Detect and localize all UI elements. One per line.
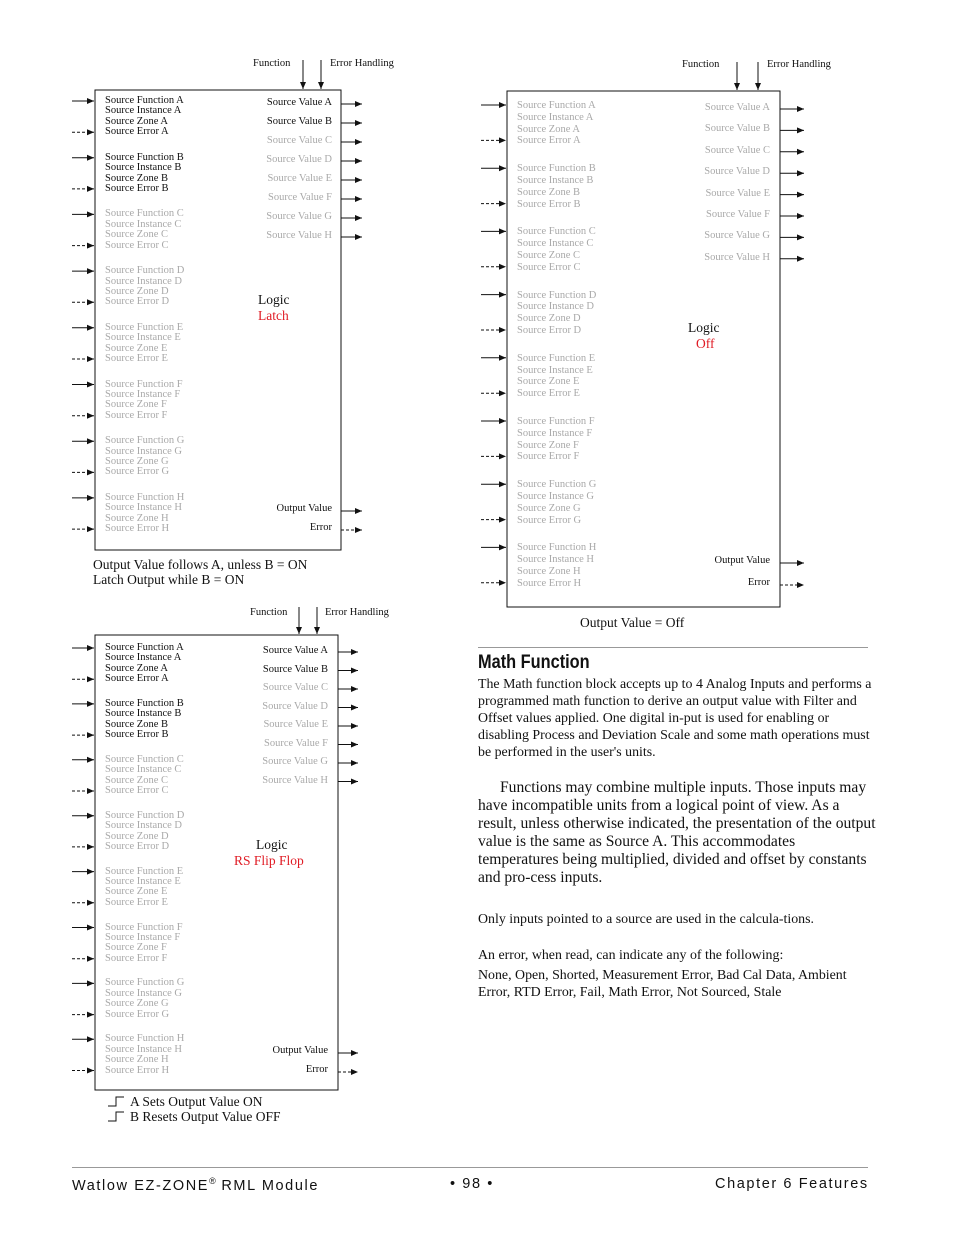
paragraph-4: An error, when read, can indicate any of the following: (478, 948, 784, 963)
diagram-1-source-label: Source Instance C (105, 218, 182, 230)
diagram-1-source-label: Source Error G (105, 466, 170, 478)
diagram-2-source-label: Source Function B (517, 163, 596, 175)
diagram-2-source-label: Source Function D (517, 289, 597, 301)
diagram-1-source-label: Source Zone D (105, 285, 169, 297)
diagram-1-source-label: Source Error D (105, 296, 170, 308)
diagram-3-error-handling-label: Error Handling (325, 607, 389, 618)
diagram-1-source-label: Source Zone F (105, 399, 167, 411)
diagram-3-source-label: Source Zone B (105, 718, 168, 730)
diagram-3-source-label: Source Instance H (105, 1043, 182, 1055)
diagram-2-source-label: Source Zone F (517, 439, 579, 451)
diagram-2-source-label: Source Instance G (517, 491, 594, 502)
footer-rule (72, 1167, 868, 1168)
diagram-1-source-label: Source Function F (105, 378, 183, 390)
diagram-3-source-label: Source Error D (105, 840, 170, 852)
footer-reg-mark: ® (209, 1176, 216, 1186)
diagram-3-source-label: Source Zone G (105, 998, 169, 1010)
diagram-2-source-label: Source Zone D (517, 313, 581, 325)
diagram-1-source-label: Source Zone A (105, 115, 168, 127)
diagram-1-source-label: Source Error A (105, 126, 169, 138)
diagram-1-caption-line: Latch Output while B = ON (93, 572, 245, 587)
diagram-1-source-label: Source Zone C (105, 229, 168, 241)
diagram-1-source-value-label: Source Value D (266, 154, 332, 165)
footer-module: RML Module (215, 1177, 319, 1194)
diagram-3-source-label: Source Zone C (105, 774, 168, 786)
diagram-1-function-label: Function (253, 58, 291, 69)
diagram-1-source-value-label: Source Value H (266, 230, 332, 241)
diagram-2-source-label: Source Error A (517, 135, 581, 147)
paragraph-2: Functions may combine multiple inputs. Those inputs may have incompatible units from a logical point of view. As a result, unless otherwise indicated, the presentation of the output value is the same as Source A. This accommodates temperatures being multiplied, divided and offset by constants and pro-cess inputs. (478, 779, 876, 886)
diagram-1-logic-label: Logic (258, 292, 290, 307)
paragraph-1: The Math function block accepts up to 4 Analog Inputs and performs a programmed math function to derive an output value with Filter and Offset values applied. One digital in-put is used for enabling or disabling Process and Deviation Scale and some math operations must be performed in the user's units. (478, 677, 872, 760)
diagram-3-source-value-label: Source Value F (264, 737, 328, 749)
section-divider (478, 647, 868, 648)
diagram-3-source-label: Source Function D (105, 809, 185, 821)
paragraph-3: Only inputs pointed to a source are used in the calcula-tions. (478, 912, 814, 927)
diagram-1-caption-line: Output Value follows A, unless B = ON (93, 557, 308, 572)
diagram-1-source-label: Source Function E (105, 321, 184, 333)
diagram-3-source-value-label: Source Value A (262, 645, 328, 656)
diagram-3-source-value-label: Source Value H (262, 774, 328, 786)
diagram-2-source-value-label: Source Value B (704, 123, 770, 135)
diagram-1-source-label: Source Instance B (105, 162, 182, 174)
diagram-1-source-value-label: Source Value G (266, 211, 332, 222)
diagram-2-source-label: Source Function C (517, 226, 596, 238)
diagram-1-source-label: Source Zone H (105, 512, 169, 524)
diagram-3-source-value-label: Source Value G (262, 756, 328, 767)
diagram-3-source-label: Source Instance B (105, 708, 182, 720)
diagram-2-source-label: Source Instance F (517, 427, 593, 439)
diagram-3-source-label: Source Error F (105, 952, 168, 964)
diagram-1-source-value-label: Source Value A (266, 97, 332, 108)
diagram-3-source-value-label: Source Value B (262, 663, 328, 675)
diagram-2-source-label: Source Error C (517, 261, 581, 273)
diagram-2-caption-line: Output Value = Off (580, 615, 685, 630)
diagram-1-source-label: Source Instance D (105, 275, 182, 287)
diagram-1-source-value-label: Source Value E (267, 173, 332, 184)
diagram-3-source-label: Source Function G (105, 977, 185, 989)
footer-page-number: • 98 • (450, 1176, 494, 1192)
diagram-1-source-value-label: Source Value B (266, 116, 332, 127)
diagram-3-logic-value: RS Flip Flop (234, 853, 304, 868)
diagram-2-source-value-label: Source Value E (705, 187, 770, 199)
diagram-2-source-label: Source Function H (517, 542, 597, 554)
diagram-3-source-label: Source Error H (105, 1064, 170, 1076)
diagram-2-source-label: Source Zone G (517, 502, 581, 514)
diagram-3-caption-line: A Sets Output Value ON (130, 1094, 263, 1109)
diagram-2-source-label: Source Instance C (517, 238, 594, 250)
diagram-1-source-label: Source Function C (105, 208, 184, 220)
diagram-2-function-label: Function (682, 59, 720, 70)
diagram-3-source-label: Source Zone E (105, 886, 168, 898)
diagram-3-error-label: Error (305, 1064, 328, 1075)
diagram-2-source-label: Source Instance H (517, 554, 594, 566)
paragraph-5: None, Open, Shorted, Measurement Error, Bad Cal Data, Ambient Error, RTD Error, Fail, Math Error, Not Sourced, Stale (478, 968, 847, 1000)
diagram-2-error-label: Error (747, 577, 770, 588)
diagram-3-source-value-label: Source Value D (262, 700, 328, 712)
diagram-1-source-label: Source Instance E (105, 332, 181, 344)
footer-product (72, 1176, 319, 1194)
diagram-2-source-label: Source Zone A (517, 123, 580, 135)
diagram-2-source-label: Source Function F (517, 416, 595, 427)
diagram-1-error-handling-label: Error Handling (330, 58, 394, 69)
diagram-3-source-label: Source Error G (105, 1008, 170, 1020)
diagram-1-source-value-label: Source Value C (266, 135, 332, 146)
diagram-1-source-label: Source Error E (105, 353, 168, 364)
diagram-3-source-value-label: Source Value E (263, 719, 328, 730)
diagram-2-output-value-label: Output Value (714, 555, 770, 566)
diagram-2-source-label: Source Function G (517, 479, 597, 491)
diagram-3-source-label: Source Zone H (105, 1054, 169, 1066)
diagram-2-source-value-label: Source Value G (704, 230, 770, 242)
diagram-1-source-label: Source Error F (105, 409, 168, 421)
diagram-2-source-label: Source Instance B (517, 175, 594, 186)
diagram-3-source-label: Source Function C (105, 753, 184, 765)
diagram-1-source-label: Source Error B (105, 182, 169, 194)
footer-chapter: Chapter 6 Features (715, 1176, 869, 1192)
diagram-2-source-label: Source Error H (517, 577, 582, 589)
diagram-2-source-label: Source Zone E (517, 376, 580, 388)
diagram-2-error-handling-label: Error Handling (767, 59, 831, 70)
diagram-2-source-label: Source Error E (517, 388, 580, 400)
diagram-3-caption-line: B Resets Output Value OFF (130, 1109, 281, 1124)
diagram-3-function-label: Function (250, 607, 288, 618)
diagram-3-source-value-label: Source Value C (262, 682, 328, 693)
diagram-1-source-label: Source Function H (105, 491, 185, 503)
diagram-2-source-label: Source Zone H (517, 566, 581, 577)
diagram-1-logic-value: Latch (258, 308, 289, 323)
diagram-3-source-label: Source Instance D (105, 820, 182, 832)
footer-product-name: Watlow EZ-ZONE (72, 1177, 210, 1194)
diagram-3-source-label: Source Function A (105, 642, 184, 653)
diagram-1-source-label: Source Instance H (105, 502, 182, 514)
diagram-1-source-label: Source Function B (105, 151, 184, 163)
diagram-2-source-label: Source Error B (517, 198, 581, 210)
diagram-3-source-label: Source Function F (105, 921, 183, 933)
diagram-3-source-label: Source Function E (105, 865, 184, 877)
diagram-1-source-label: Source Zone E (105, 342, 168, 354)
diagram-2-source-label: Source Error G (517, 514, 582, 526)
diagram-2-source-value-label: Source Value H (704, 251, 770, 263)
diagram-1-source-label: Source Zone G (105, 456, 169, 467)
diagram-3-flipflop-symbol (108, 1112, 124, 1121)
diagram-1-source-label: Source Instance G (105, 445, 182, 457)
diagram-1-source-label: Source Zone B (105, 172, 168, 184)
diagram-3-source-label: Source Instance C (105, 764, 182, 776)
diagram-3-source-label: Source Function B (105, 697, 184, 709)
diagram-2-source-label: Source Zone B (517, 186, 580, 198)
diagram-2-logic-value: Off (696, 336, 715, 351)
diagram-2-source-label: Source Function A (517, 100, 596, 111)
diagram-2-source-label: Source Instance D (517, 301, 594, 313)
diagram-3-source-label: Source Instance E (105, 876, 181, 887)
diagram-1-source-label: Source Instance F (105, 388, 181, 400)
diagram-3-source-label: Source Instance F (105, 931, 181, 943)
diagram-1-source-label: Source Function G (105, 435, 185, 447)
diagram-3-source-label: Source Error A (105, 673, 169, 685)
diagram-3-source-label: Source Function H (105, 1033, 185, 1045)
diagram-3-source-label: Source Zone F (105, 942, 167, 954)
diagram-3-source-label: Source Zone A (105, 662, 168, 674)
diagram-2-source-value-label: Source Value A (704, 102, 770, 113)
diagram-3-source-label: Source Instance G (105, 987, 182, 999)
diagram-3-source-label: Source Instance A (105, 652, 182, 664)
diagram-1-error-label: Error (309, 522, 332, 533)
diagram-2-source-value-label: Source Value C (704, 144, 770, 156)
diagram-1-source-value-label: Source Value F (268, 192, 332, 203)
diagram-2-source-value-label: Source Value F (706, 209, 770, 220)
diagram-2-source-label: Source Error F (517, 451, 580, 463)
diagram-1-source-label: Source Function D (105, 265, 185, 277)
diagram-3-flipflop-symbol (108, 1097, 124, 1106)
diagram-3-source-label: Source Zone D (105, 830, 169, 842)
diagram-1-source-label: Source Instance A (105, 105, 182, 117)
diagram-3-source-label: Source Error C (105, 785, 169, 796)
diagram-2-source-label: Source Instance A (517, 111, 594, 123)
diagram-3-output-value-label: Output Value (272, 1045, 328, 1056)
diagram-3-source-label: Source Error E (105, 896, 168, 908)
diagram-2-source-label: Source Function E (517, 352, 596, 364)
diagram-2-source-label: Source Instance E (517, 364, 593, 376)
diagram-1-source-label: Source Error C (105, 239, 169, 251)
diagram-2-source-label: Source Zone C (517, 250, 580, 261)
diagram-1-source-label: Source Function A (105, 95, 184, 106)
diagram-2-logic-label: Logic (688, 320, 720, 335)
diagram-1-output-value-label: Output Value (276, 503, 332, 514)
diagram-3-logic-label: Logic (256, 837, 288, 852)
section-title: Math Function (478, 652, 590, 673)
diagram-2-source-value-label: Source Value D (704, 166, 770, 178)
diagram-1-source-label: Source Error H (105, 523, 170, 535)
diagram-3-source-label: Source Error B (105, 729, 169, 741)
diagram-2-source-label: Source Error D (517, 325, 582, 336)
